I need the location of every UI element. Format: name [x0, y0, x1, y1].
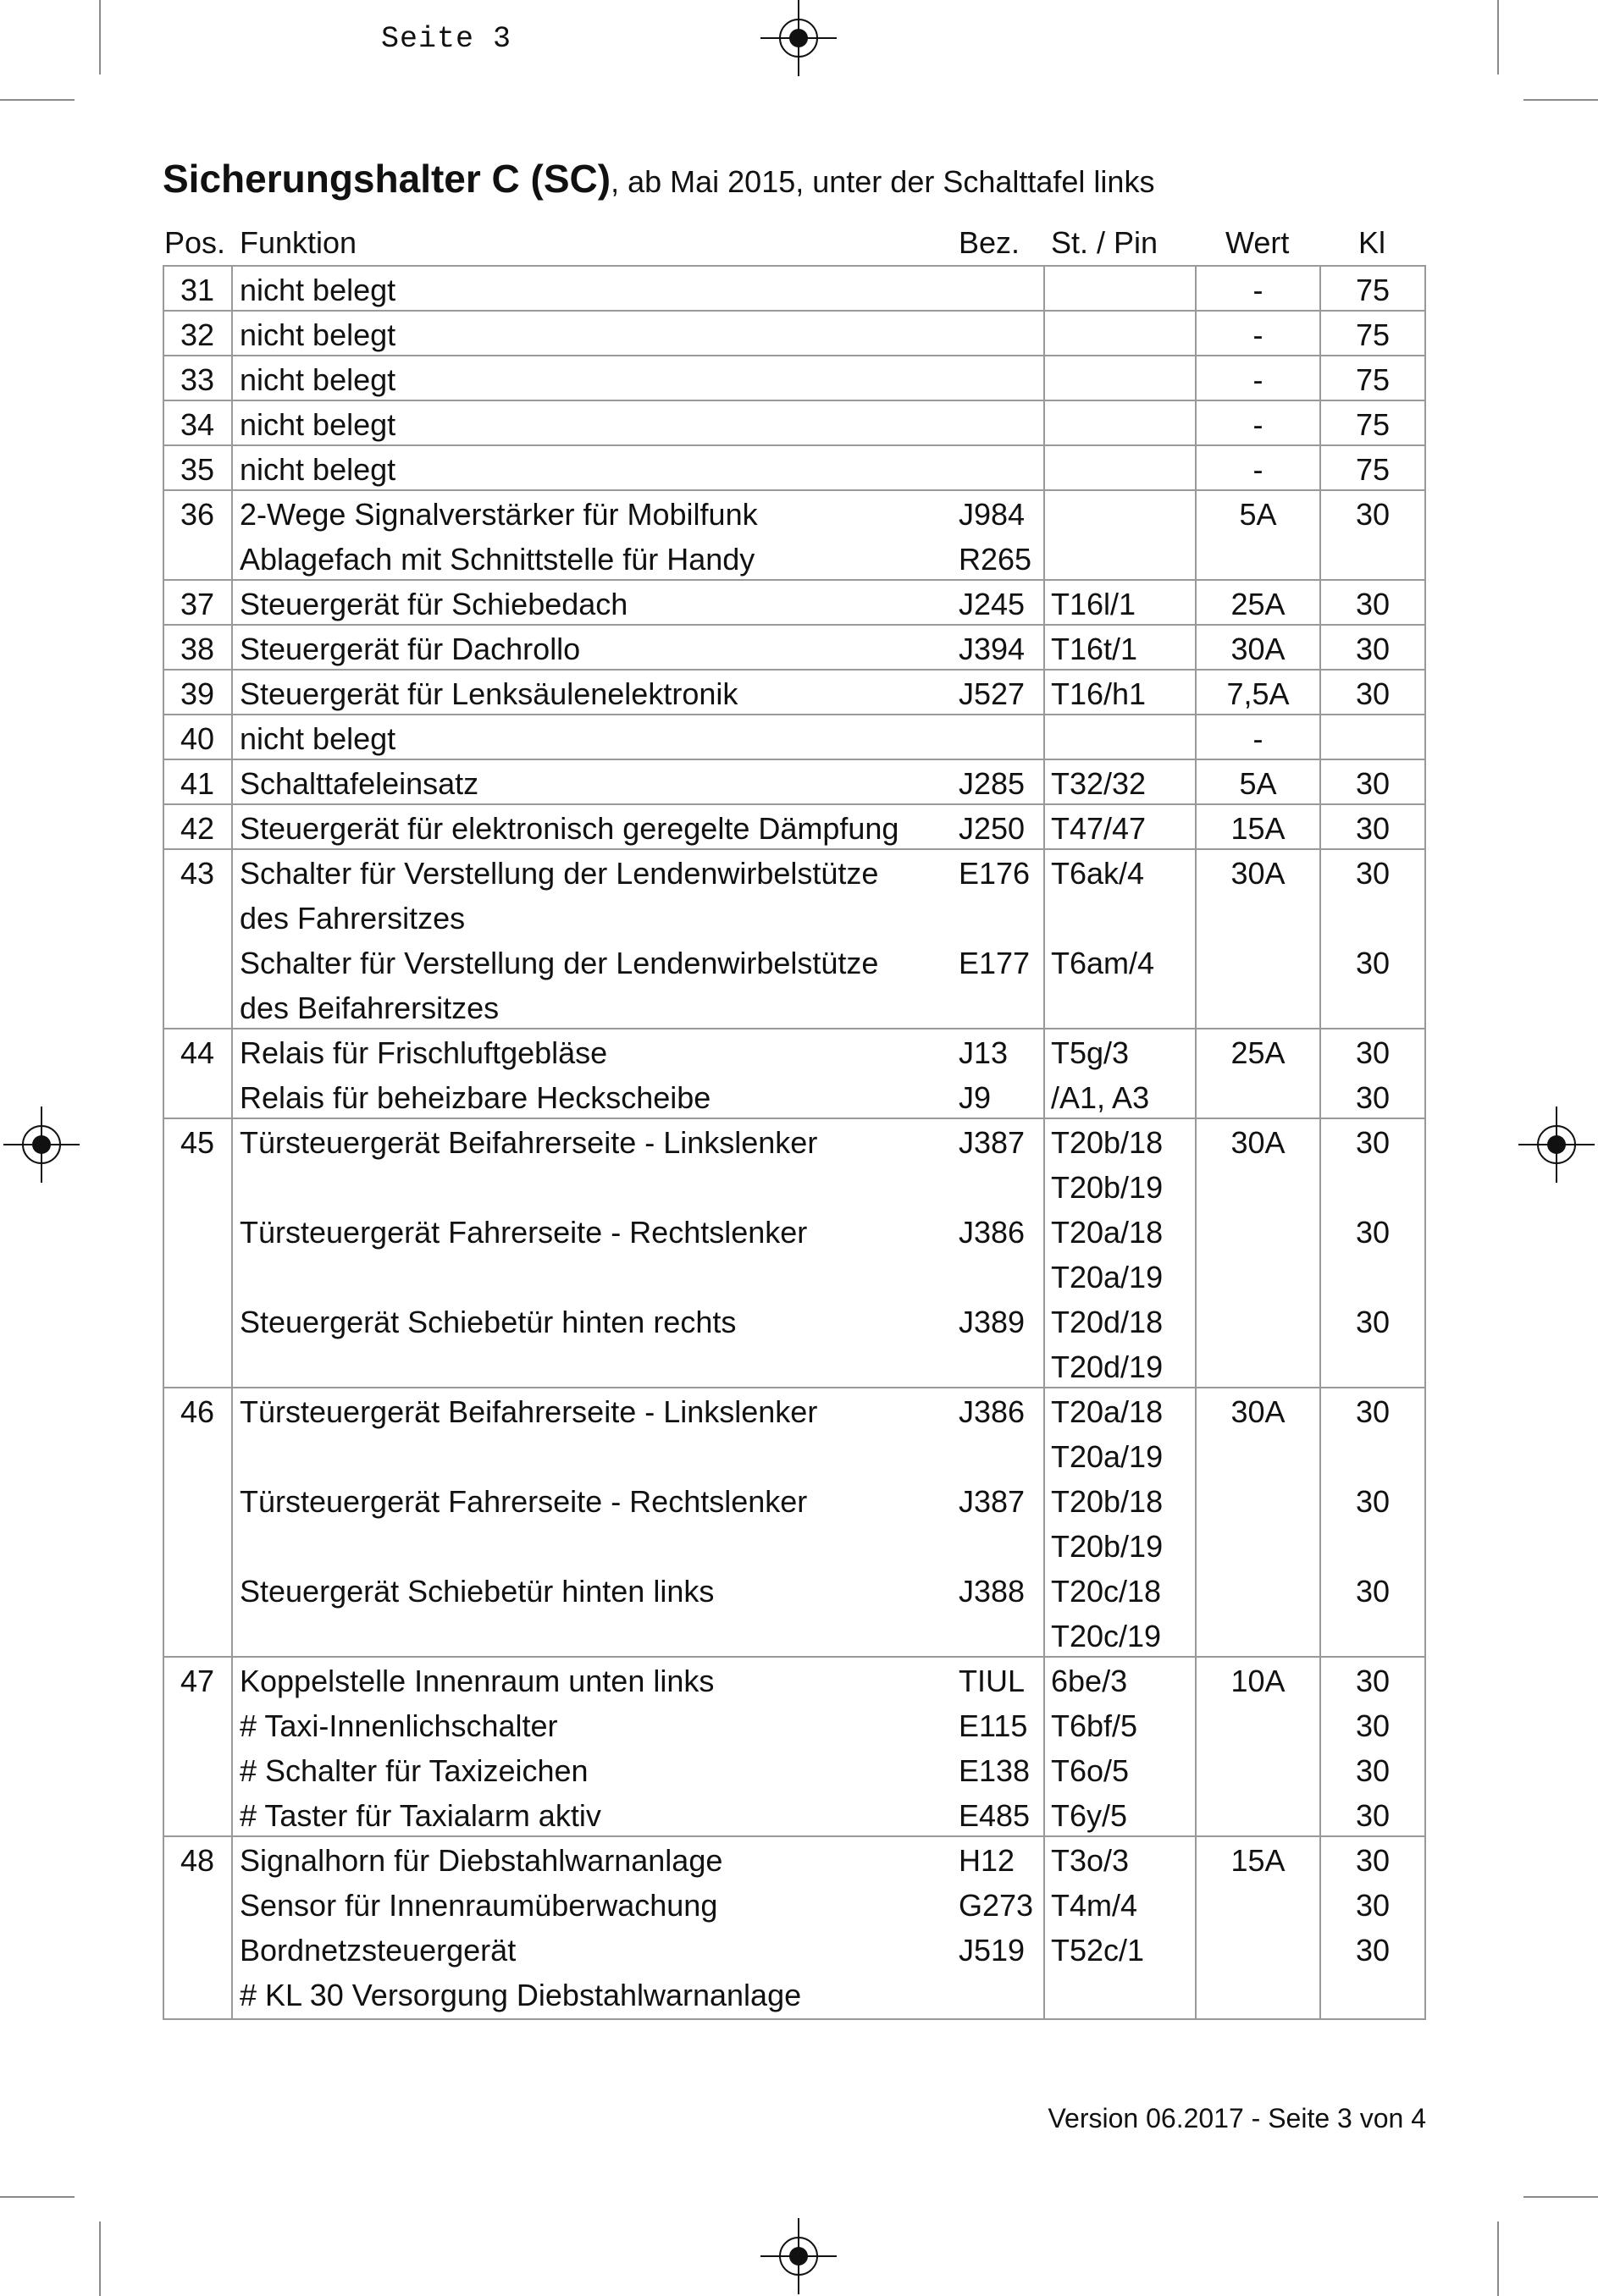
cell-funktion: Türsteuergerät Fahrerseite - Rechtslenker: [240, 1484, 808, 1519]
cell-pin: T20a/19: [1051, 1439, 1164, 1474]
cell-funktion: Steuergerät für Lenksäulenelektronik: [240, 676, 738, 711]
cell-funktion: # Schalter für Taxizeichen: [240, 1753, 589, 1788]
crop-mark: [1523, 2196, 1598, 2198]
column-header-pos: Pos.: [164, 225, 226, 260]
cell-wert: 5A: [1239, 766, 1277, 801]
cell-pos: 31: [180, 273, 215, 307]
crop-mark: [0, 99, 75, 101]
cell-funktion: nicht belegt: [240, 317, 396, 352]
cell-pos: 34: [180, 407, 215, 442]
cell-wert: 30A: [1230, 856, 1286, 891]
cell-pin: T32/32: [1051, 766, 1147, 801]
cell-kl: 30: [1355, 1215, 1391, 1250]
row-divider: [163, 624, 1426, 626]
cell-pos: 40: [180, 721, 215, 756]
cell-kl: 30: [1355, 1035, 1391, 1070]
cell-bez: J519: [959, 1933, 1026, 1968]
registration-mark-icon: [760, 0, 837, 76]
cell-bez: J527: [959, 676, 1026, 711]
registration-mark-icon: [760, 2218, 837, 2294]
cell-pin: T16l/1: [1051, 587, 1136, 621]
cell-pin: T20c/18: [1051, 1574, 1162, 1609]
cell-bez: E138: [959, 1753, 1031, 1788]
cell-funktion: Steuergerät Schiebetür hinten links: [240, 1574, 715, 1609]
cell-funktion: # Taxi-Innenlichschalter: [240, 1708, 558, 1743]
column-divider: [231, 265, 233, 2020]
row-divider: [163, 759, 1426, 760]
cell-funktion: # KL 30 Versorgung Diebstahlwarnanlage: [240, 1978, 802, 2012]
cell-bez: J387: [959, 1484, 1026, 1519]
cell-pin: T20c/19: [1051, 1619, 1162, 1653]
cell-funktion: des Beifahrersitzes: [240, 991, 500, 1025]
cell-pin: T16t/1: [1051, 632, 1138, 666]
cell-funktion: nicht belegt: [240, 273, 396, 307]
cell-bez: J394: [959, 632, 1026, 666]
cell-bez: E177: [959, 946, 1031, 980]
cell-bez: E485: [959, 1798, 1031, 1833]
title-rest: , ab Mai 2015, unter der Schalttafel links: [611, 164, 1155, 199]
cell-funktion: Schalter für Verstellung der Lendenwirbelstütze: [240, 946, 879, 980]
cell-bez: J285: [959, 766, 1026, 801]
cell-pos: 38: [180, 632, 215, 666]
crop-mark: [99, 2221, 101, 2296]
cell-kl: 30: [1355, 1484, 1391, 1519]
cell-pos: 41: [180, 766, 215, 801]
cell-pos: 39: [180, 676, 215, 711]
cell-bez: J13: [959, 1035, 1009, 1070]
cell-pin: T5g/3: [1051, 1035, 1130, 1070]
cell-wert: -: [1252, 362, 1263, 397]
cell-pin: T6y/5: [1051, 1798, 1128, 1833]
cell-wert: 30A: [1230, 632, 1286, 666]
row-divider: [163, 1387, 1426, 1388]
cell-bez: H12: [959, 1843, 1015, 1878]
crop-mark: [99, 0, 101, 75]
cell-bez: J984: [959, 497, 1026, 532]
cell-kl: 30: [1355, 587, 1391, 621]
cell-funktion: Schalttafeleinsatz: [240, 766, 479, 801]
cell-wert: -: [1252, 407, 1263, 442]
cell-kl: 75: [1355, 273, 1391, 307]
cell-pin: T20d/18: [1051, 1305, 1164, 1339]
cell-pos: 32: [180, 317, 215, 352]
cell-wert: 30A: [1230, 1394, 1286, 1429]
cell-funktion: Steuergerät Schiebetür hinten rechts: [240, 1305, 737, 1339]
cell-pos: 45: [180, 1125, 215, 1160]
cell-pin: T6ak/4: [1051, 856, 1145, 891]
cell-pos: 44: [180, 1035, 215, 1070]
cell-wert: 10A: [1230, 1664, 1286, 1698]
cell-funktion: Relais für Frischluftgebläse: [240, 1035, 608, 1070]
cell-kl: 30: [1355, 1798, 1391, 1833]
cell-kl: 30: [1355, 676, 1391, 711]
row-divider: [163, 803, 1426, 805]
cell-funktion: Relais für beheizbare Heckscheibe: [240, 1080, 711, 1115]
row-divider: [163, 489, 1426, 491]
cell-wert: -: [1252, 452, 1263, 487]
page-footer: Version 06.2017 - Seite 3 von 4: [1048, 2103, 1426, 2133]
cell-kl: 75: [1355, 407, 1391, 442]
cell-wert: 15A: [1230, 811, 1286, 846]
cell-kl: 30: [1355, 1753, 1391, 1788]
cell-bez: G273: [959, 1888, 1034, 1923]
cell-bez: J388: [959, 1574, 1026, 1609]
cell-pin: T16/h1: [1051, 676, 1147, 711]
cell-funktion: nicht belegt: [240, 362, 396, 397]
cell-funktion: nicht belegt: [240, 407, 396, 442]
cell-funktion: des Fahrersitzes: [240, 901, 466, 936]
cell-bez: J250: [959, 811, 1026, 846]
row-divider: [163, 1656, 1426, 1658]
row-divider: [163, 579, 1426, 581]
cell-funktion: nicht belegt: [240, 452, 396, 487]
cell-pos: 46: [180, 1394, 215, 1429]
cell-bez: E176: [959, 856, 1031, 891]
cell-pos: 42: [180, 811, 215, 846]
cell-pin: T20a/18: [1051, 1215, 1164, 1250]
registration-mark-icon: [1518, 1107, 1595, 1183]
cell-funktion: Türsteuergerät Fahrerseite - Rechtslenker: [240, 1215, 808, 1250]
cell-pin: T20b/18: [1051, 1484, 1164, 1519]
crop-mark: [0, 2196, 75, 2198]
cell-funktion: Türsteuergerät Beifahrerseite - Linkslenker: [240, 1394, 818, 1429]
cell-bez: J9: [959, 1080, 992, 1115]
row-divider: [163, 669, 1426, 671]
cell-kl: 75: [1355, 362, 1391, 397]
cell-bez: J387: [959, 1125, 1026, 1160]
cell-kl: 30: [1355, 1888, 1391, 1923]
cell-bez: J245: [959, 587, 1026, 621]
cell-kl: 30: [1355, 1843, 1391, 1878]
cell-pin: T3o/3: [1051, 1843, 1130, 1878]
cell-pin: T20d/19: [1051, 1349, 1164, 1384]
cell-bez: R265: [959, 542, 1032, 577]
cell-pos: 47: [180, 1664, 215, 1698]
row-divider: [163, 400, 1426, 401]
row-divider: [163, 1835, 1426, 1837]
cell-wert: 15A: [1230, 1843, 1286, 1878]
cell-pin: T20b/19: [1051, 1170, 1164, 1205]
cell-funktion: Koppelstelle Innenraum unten links: [240, 1664, 715, 1698]
cell-kl: 75: [1355, 317, 1391, 352]
row-divider: [163, 714, 1426, 715]
cell-kl: 30: [1355, 856, 1391, 891]
cell-pos: 36: [180, 497, 215, 532]
cell-kl: 30: [1355, 1080, 1391, 1115]
column-header-pin: St. / Pin: [1051, 225, 1158, 260]
column-divider: [1043, 265, 1045, 2020]
cell-pin: T20a/18: [1051, 1394, 1164, 1429]
cell-wert: 25A: [1230, 587, 1286, 621]
cell-funktion: Sensor für Innenraumüberwachung: [240, 1888, 718, 1923]
title-bold: Sicherungshalter C (SC): [163, 157, 611, 201]
row-divider: [163, 310, 1426, 312]
column-header-funktion: Funktion: [240, 225, 357, 260]
cell-kl: 30: [1355, 811, 1391, 846]
cell-wert: 7,5A: [1226, 676, 1290, 711]
column-header-bez: Bez.: [959, 225, 1020, 260]
cell-pin: T6bf/5: [1051, 1708, 1138, 1743]
cell-pos: 43: [180, 856, 215, 891]
cell-pin: /A1, A3: [1051, 1080, 1150, 1115]
cell-bez: TIUL: [959, 1664, 1026, 1698]
row-divider: [163, 444, 1426, 446]
cell-kl: 30: [1355, 632, 1391, 666]
cell-pin: T4m/4: [1051, 1888, 1138, 1923]
cell-funktion: Ablagefach mit Schnittstelle für Handy: [240, 542, 755, 577]
row-divider: [163, 1028, 1426, 1029]
cell-funktion: Signalhorn für Diebstahlwarnanlage: [240, 1843, 723, 1878]
cell-wert: 30A: [1230, 1125, 1286, 1160]
cell-pos: 48: [180, 1843, 215, 1878]
cell-pos: 37: [180, 587, 215, 621]
crop-mark: [1523, 99, 1598, 101]
cell-pin: T47/47: [1051, 811, 1147, 846]
cell-pin: T6o/5: [1051, 1753, 1130, 1788]
cell-wert: 25A: [1230, 1035, 1286, 1070]
cell-pos: 33: [180, 362, 215, 397]
cell-pos: 35: [180, 452, 215, 487]
cell-kl: 30: [1355, 497, 1391, 532]
crop-mark: [1497, 2221, 1499, 2296]
page-header: Seite 3: [381, 22, 512, 56]
cell-funktion: Steuergerät für Dachrollo: [240, 632, 581, 666]
cell-funktion: nicht belegt: [240, 721, 396, 756]
row-divider: [163, 848, 1426, 850]
cell-wert: -: [1252, 721, 1263, 756]
cell-pin: T20a/19: [1051, 1260, 1164, 1294]
cell-pin: T20b/19: [1051, 1529, 1164, 1564]
cell-kl: 30: [1355, 1574, 1391, 1609]
cell-funktion: Steuergerät für Schiebedach: [240, 587, 628, 621]
registration-mark-icon: [3, 1107, 80, 1183]
cell-pin: T52c/1: [1051, 1933, 1145, 1968]
cell-kl: 30: [1355, 1125, 1391, 1160]
cell-kl: 30: [1355, 946, 1391, 980]
cell-pin: T6am/4: [1051, 946, 1155, 980]
row-divider: [163, 355, 1426, 356]
column-header-wert: Wert: [1225, 225, 1290, 260]
cell-kl: 30: [1355, 1394, 1391, 1429]
cell-funktion: Bordnetzsteuergerät: [240, 1933, 517, 1968]
cell-kl: 30: [1355, 1708, 1391, 1743]
cell-pin: 6be/3: [1051, 1664, 1128, 1698]
cell-kl: 30: [1355, 1305, 1391, 1339]
cell-funktion: Schalter für Verstellung der Lendenwirbelstütze: [240, 856, 879, 891]
cell-pin: T20b/18: [1051, 1125, 1164, 1160]
cell-wert: -: [1252, 273, 1263, 307]
cell-funktion: Türsteuergerät Beifahrerseite - Linkslenker: [240, 1125, 818, 1160]
cell-bez: J386: [959, 1215, 1026, 1250]
cell-wert: 5A: [1239, 497, 1277, 532]
document-title: [163, 156, 1154, 201]
cell-bez: E115: [959, 1708, 1028, 1743]
cell-kl: 30: [1355, 1664, 1391, 1698]
column-header-kl: Kl: [1358, 225, 1386, 260]
cell-kl: 30: [1355, 766, 1391, 801]
crop-mark: [1497, 0, 1499, 75]
cell-funktion: Steuergerät für elektronisch geregelte Dämpfung: [240, 811, 899, 846]
cell-wert: -: [1252, 317, 1263, 352]
cell-bez: J389: [959, 1305, 1026, 1339]
cell-funktion: 2-Wege Signalverstärker für Mobilfunk: [240, 497, 758, 532]
cell-funktion: # Taster für Taxialarm aktiv: [240, 1798, 601, 1833]
cell-kl: 30: [1355, 1933, 1391, 1968]
row-divider: [163, 1118, 1426, 1119]
cell-bez: J386: [959, 1394, 1026, 1429]
cell-kl: 75: [1355, 452, 1391, 487]
